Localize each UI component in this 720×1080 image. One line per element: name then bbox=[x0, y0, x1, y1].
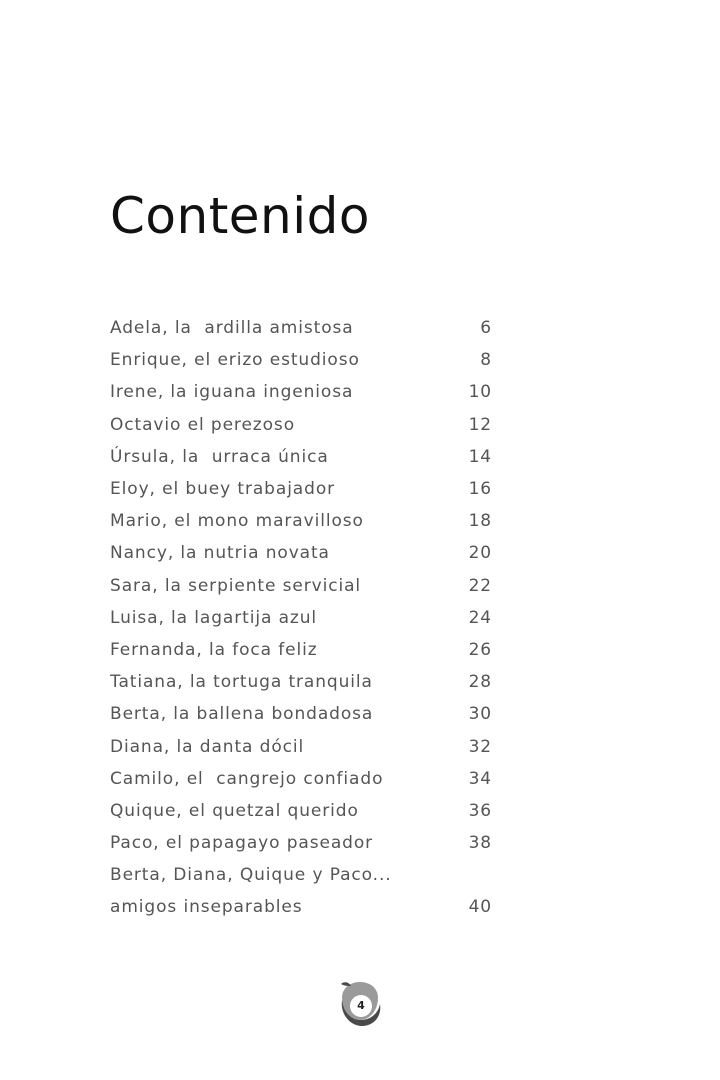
toc-entry bbox=[110, 795, 492, 827]
toc-entry-page: 22 bbox=[468, 575, 492, 596]
toc-entry bbox=[110, 859, 492, 891]
toc-entry bbox=[110, 344, 492, 376]
toc-entry-page: 34 bbox=[468, 768, 492, 789]
toc-entry-page: 38 bbox=[468, 833, 492, 854]
toc-entry bbox=[110, 827, 492, 859]
toc-entry bbox=[110, 763, 492, 795]
toc-entry-title: Úrsula, la urraca única bbox=[110, 446, 329, 467]
toc-entry-page: 26 bbox=[468, 639, 492, 660]
toc-entry-title: Diana, la danta dócil bbox=[110, 736, 305, 757]
toc-entry bbox=[110, 409, 492, 441]
toc-entry bbox=[110, 891, 492, 923]
page-title: Contenido bbox=[110, 187, 370, 245]
toc-entry-title: Quique, el quetzal querido bbox=[110, 800, 359, 821]
toc-entry-title: Octavio el perezoso bbox=[110, 414, 295, 435]
toc-entry-title: Eloy, el buey trabajador bbox=[110, 479, 336, 500]
toc-entry-page: 20 bbox=[468, 543, 492, 564]
toc-entry-title: Irene, la iguana ingeniosa bbox=[110, 382, 354, 403]
toc-entry bbox=[110, 698, 492, 730]
table-of-contents bbox=[110, 312, 492, 924]
toc-entry bbox=[110, 634, 492, 666]
toc-entry-title: amigos inseparables bbox=[110, 897, 303, 918]
toc-entry bbox=[110, 666, 492, 698]
toc-entry-page: 14 bbox=[468, 446, 492, 467]
toc-entry-page: 30 bbox=[468, 704, 492, 725]
toc-entry bbox=[110, 312, 492, 344]
toc-entry bbox=[110, 505, 492, 537]
toc-entry bbox=[110, 441, 492, 473]
toc-entry-title: Luisa, la lagartija azul bbox=[110, 607, 318, 628]
toc-entry bbox=[110, 730, 492, 762]
page-number: 4 bbox=[357, 999, 365, 1012]
toc-entry-page: 40 bbox=[468, 897, 492, 918]
toc-entry-page: 36 bbox=[468, 800, 492, 821]
toc-entry bbox=[110, 376, 492, 408]
toc-entry-page: 6 bbox=[480, 318, 492, 339]
toc-entry bbox=[110, 602, 492, 634]
toc-entry-page: 16 bbox=[468, 479, 492, 500]
toc-entry-title: Camilo, el cangrejo confiado bbox=[110, 768, 384, 789]
toc-entry-title: Paco, el papagayo paseador bbox=[110, 833, 374, 854]
toc-entry-title: Fernanda, la foca feliz bbox=[110, 639, 318, 660]
toc-entry bbox=[110, 473, 492, 505]
toc-entry-page: 8 bbox=[480, 350, 492, 371]
toc-entry-page: 12 bbox=[468, 414, 492, 435]
toc-entry-title: Sara, la serpiente servicial bbox=[110, 575, 362, 596]
toc-entry bbox=[110, 537, 492, 569]
toc-entry-title: Tatiana, la tortuga tranquila bbox=[110, 672, 373, 693]
toc-entry-page: 32 bbox=[468, 736, 492, 757]
toc-entry-title: Berta, Diana, Quique y Paco... bbox=[110, 865, 392, 886]
toc-entry-title: Mario, el mono maravilloso bbox=[110, 511, 364, 532]
toc-entry bbox=[110, 570, 492, 602]
page-number-badge bbox=[336, 978, 384, 1030]
toc-entry-page: 18 bbox=[468, 511, 492, 532]
toc-entry-page: 10 bbox=[468, 382, 492, 403]
toc-entry-title: Nancy, la nutria novata bbox=[110, 543, 330, 564]
toc-entry-title: Berta, la ballena bondadosa bbox=[110, 704, 374, 725]
toc-entry-page: 24 bbox=[468, 607, 492, 628]
toc-entry-title: Adela, la ardilla amistosa bbox=[110, 318, 354, 339]
toc-entry-title: Enrique, el erizo estudioso bbox=[110, 350, 360, 371]
toc-entry-page: 28 bbox=[468, 672, 492, 693]
